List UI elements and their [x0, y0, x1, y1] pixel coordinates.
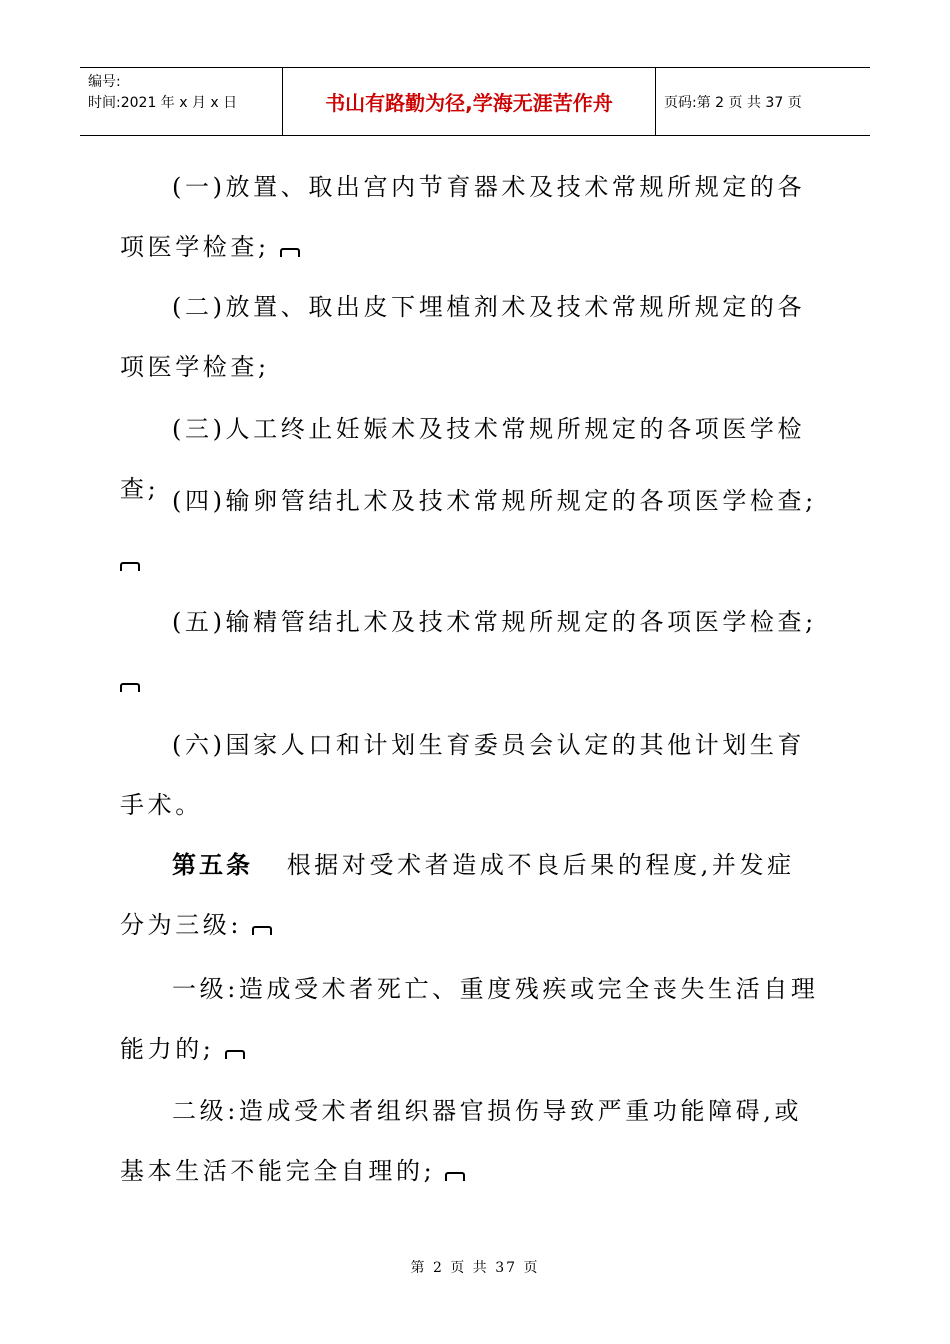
paragraph-item-5: [120, 592, 820, 712]
revision-mark-icon: [445, 1172, 465, 1181]
header-time-label: 时间:2021 年 x 月 x 日: [88, 95, 238, 111]
article-five: [120, 835, 820, 955]
revision-mark-icon: [120, 683, 140, 692]
revision-mark-icon: [280, 248, 300, 257]
page-footer: 第 2 页 共 37 页: [410, 1260, 540, 1276]
revision-mark-icon: [120, 562, 140, 571]
header-number-label: 编号:: [88, 74, 121, 90]
paragraph-item-2: [120, 277, 820, 397]
paragraph-text: (五)输精管结扎术及技术常规所规定的各项医学检查;: [172, 608, 817, 636]
paragraph-text: (三)人工终止妊娠术及技术常规所规定的各项医学检查;: [120, 415, 806, 503]
paragraph-text: (四)输卵管结扎术及技术常规所规定的各项医学检查;: [172, 487, 817, 515]
paragraph-text: (一)放置、取出宫内节育器术及技术常规所规定的各项医学检查;: [120, 173, 806, 261]
revision-mark-icon: [225, 1050, 245, 1059]
revision-mark-icon: [252, 926, 272, 935]
paragraph-level-one: [120, 959, 820, 1079]
paragraph-text: 根据对受术者造成不良后果的程度,并发症分为三级:: [120, 851, 795, 939]
header-page-info: 页码:第 2 页 共 37 页: [664, 94, 802, 111]
paragraph-text: (二)放置、取出皮下埋植剂术及技术常规所规定的各项医学检查;: [120, 293, 806, 381]
paragraph-text: 二级:造成受术者组织器官损伤导致严重功能障碍,或基本生活不能完全自理的;: [120, 1097, 803, 1185]
page-header: [80, 67, 870, 136]
paragraph-item-6: [120, 715, 820, 835]
paragraph-text: (六)国家人口和计划生育委员会认定的其他计划生育手术。: [120, 731, 806, 819]
paragraph-text: 一级:造成受术者死亡、重度残疾或完全丧失生活自理能力的;: [120, 975, 819, 1063]
paragraph-level-two: [120, 1081, 820, 1201]
header-meta: [80, 68, 282, 135]
header-motto: 书山有路勤为径,学海无涯苦作舟: [282, 68, 656, 135]
article-label: 第五条: [172, 851, 253, 879]
paragraph-item-1: [120, 157, 820, 277]
paragraph-item-4: [120, 471, 820, 591]
